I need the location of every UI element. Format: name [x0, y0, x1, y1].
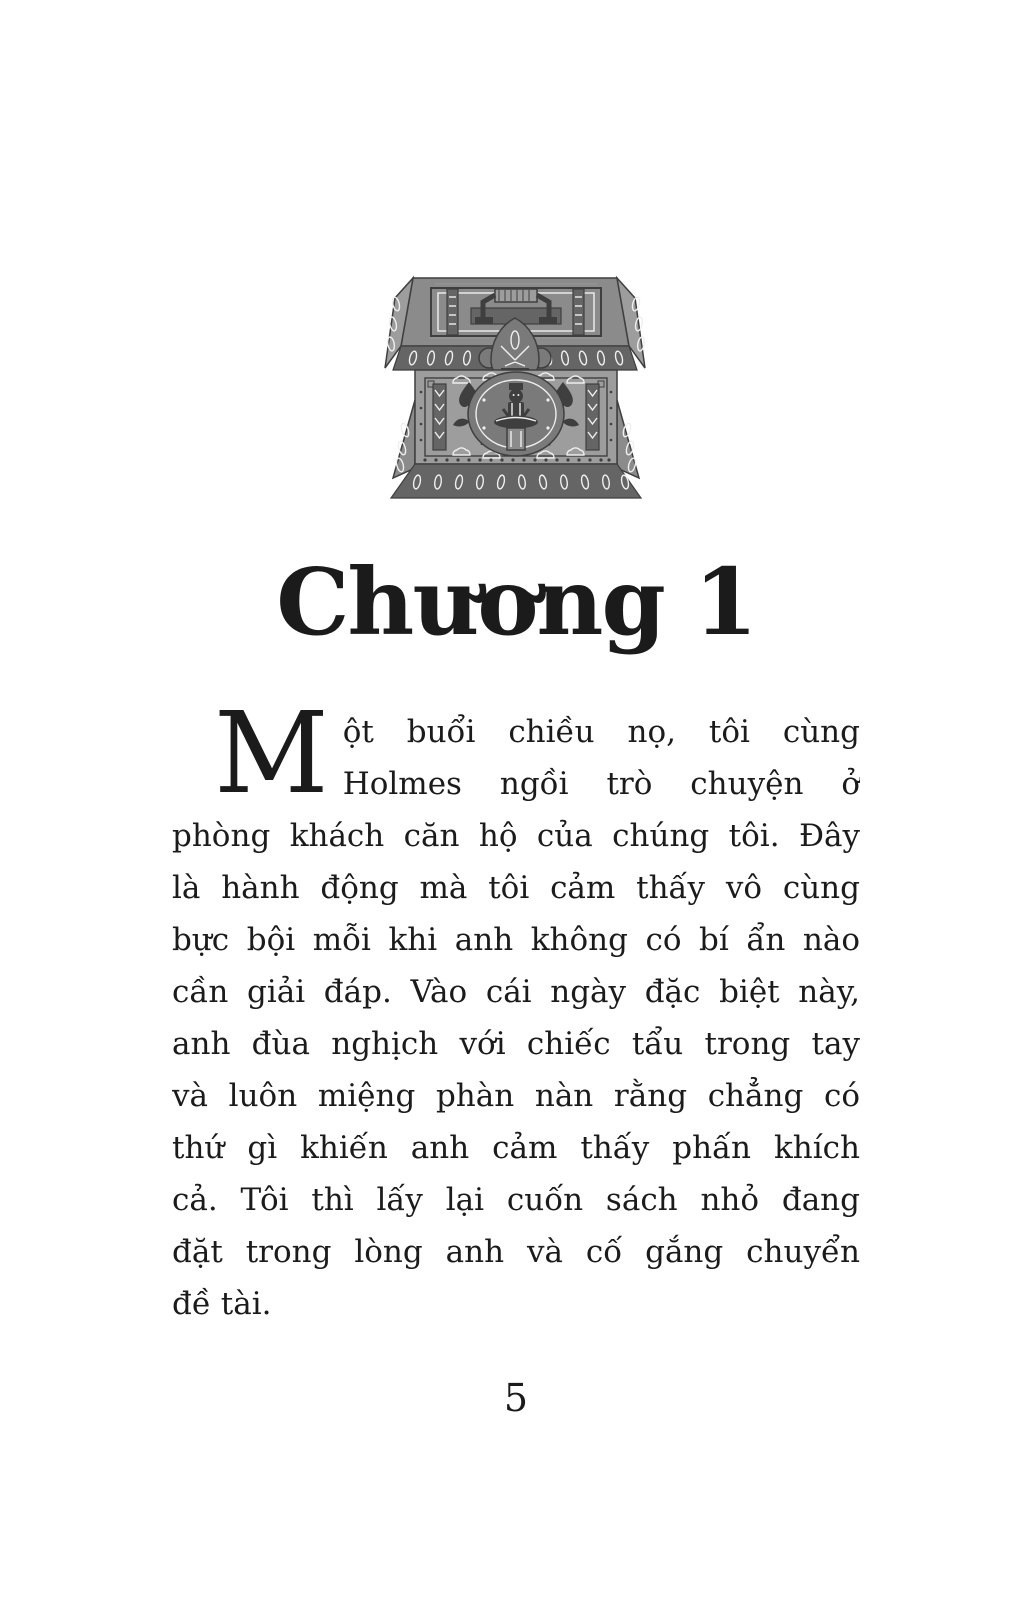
- body-text-line: cả. Tôi thì lấy lại cuốn sách nhỏ đang: [172, 1182, 860, 1218]
- body-text-line: thứ gì khiến anh cảm thấy phấn khích: [172, 1130, 860, 1166]
- chapter-heading: Chương 1: [276, 548, 756, 656]
- page-number: 5: [503, 1376, 529, 1420]
- body-text-line: bực bội mỗi khi anh không có bí ẩn nào: [172, 922, 860, 958]
- chest-drawing: [383, 272, 649, 500]
- chest-medallion-figure: [468, 372, 564, 456]
- chest-base: [391, 464, 641, 498]
- body-text-line: phòng khách căn hộ của chúng tôi. Đây: [172, 818, 860, 854]
- drop-cap: M: [214, 689, 329, 819]
- body-text-line: Holmes ngồi trò chuyện ở: [342, 766, 860, 802]
- body-text-line: là hành động mà tôi cảm thấy vô cùng: [172, 870, 860, 906]
- body-text-line: cần giải đáp. Vào cái ngày đặc biệt này,: [172, 974, 860, 1010]
- body-text-line: đề tài.: [172, 1286, 272, 1322]
- body-text-line: ột buổi chiều nọ, tôi cùng: [342, 714, 860, 750]
- body-text-line: anh đùa nghịch với chiếc tẩu trong tay: [172, 1026, 860, 1062]
- chest-body: [393, 370, 639, 478]
- chapter-paragraph: [0, 689, 1032, 1330]
- body-text-line: và luôn miệng phàn nàn rằng chẳng có: [172, 1078, 860, 1114]
- body-text-line: đặt trong lòng anh và cố gắng chuyển: [172, 1234, 860, 1270]
- ornate-chest-illustration: [383, 0, 649, 500]
